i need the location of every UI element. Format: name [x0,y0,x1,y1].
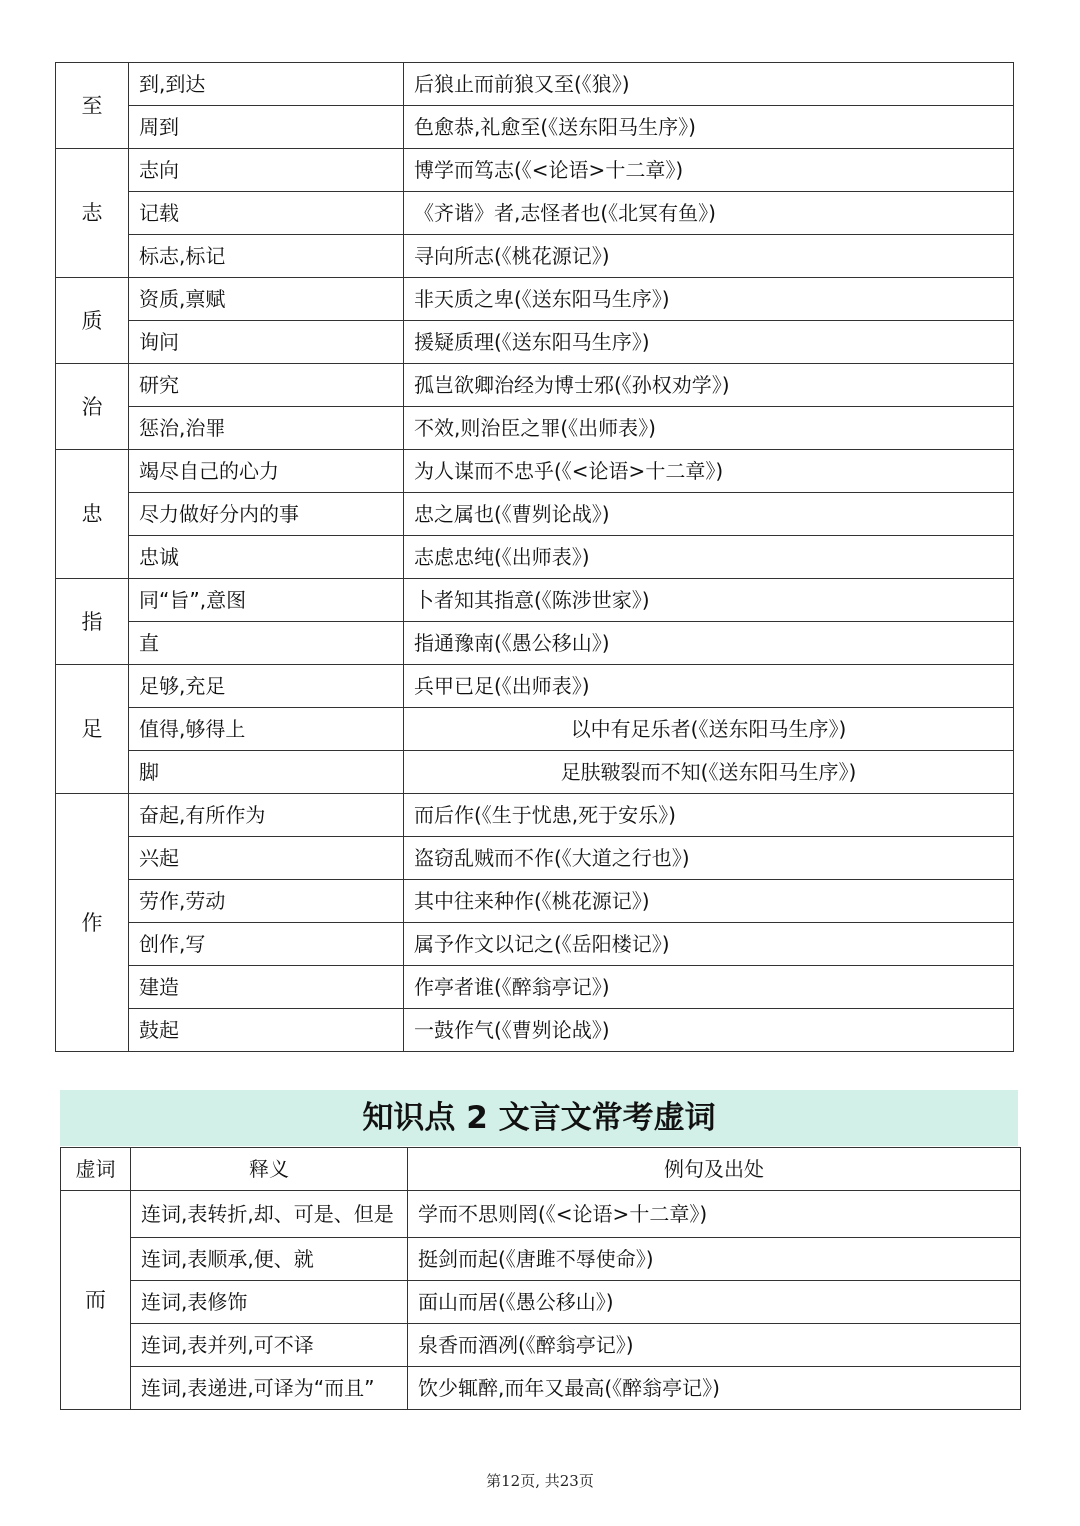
example-cell: 非天质之卑(《送东阳马生序》) [404,278,1014,321]
example-cell: 指通豫南(《愚公移山》) [404,622,1014,665]
table-row [56,192,1014,235]
table-row [56,708,1014,751]
example-cell: 挺剑而起(《唐雎不辱使命》) [408,1238,1021,1281]
table-header-row [61,1148,1021,1191]
word-cell: 足 [56,665,129,794]
table-row [56,63,1014,106]
meaning-cell: 资质,禀赋 [129,278,404,321]
table-row [56,966,1014,1009]
word-cell: 作 [56,794,129,1052]
table-row [56,321,1014,364]
table-row [56,407,1014,450]
meaning-cell: 兴起 [129,837,404,880]
meaning-cell: 连词,表转折,却、可是、但是 [131,1191,408,1238]
word-cell: 而 [61,1191,131,1410]
table-row [56,149,1014,192]
example-cell: 援疑质理(《送东阳马生序》) [404,321,1014,364]
example-cell: 兵甲已足(《出师表》) [404,665,1014,708]
table-row [61,1324,1021,1367]
meaning-cell: 惩治,治罪 [129,407,404,450]
table-row [56,880,1014,923]
meaning-cell: 到,到达 [129,63,404,106]
header-word: 虚词 [61,1148,131,1191]
example-cell: 后狼止而前狼又至(《狼》) [404,63,1014,106]
meaning-cell: 直 [129,622,404,665]
header-example: 例句及出处 [408,1148,1021,1191]
table-row [56,622,1014,665]
word-cell: 忠 [56,450,129,579]
example-cell: 以中有足乐者(《送东阳马生序》) [404,708,1014,751]
example-cell: 属予作文以记之(《岳阳楼记》) [404,923,1014,966]
table-row [61,1367,1021,1410]
example-cell: 足肤皲裂而不知(《送东阳马生序》) [404,751,1014,794]
example-cell: 《齐谐》者,志怪者也(《北冥有鱼》) [404,192,1014,235]
table-row [56,794,1014,837]
example-cell: 作亭者谁(《醉翁亭记》) [404,966,1014,1009]
example-cell: 志虑忠纯(《出师表》) [404,536,1014,579]
example-cell: 面山而居(《愚公移山》) [408,1281,1021,1324]
word-cell: 志 [56,149,129,278]
meaning-cell: 奋起,有所作为 [129,794,404,837]
table-row [56,278,1014,321]
section-title: 知识点 2 文言文常考虚词 [60,1090,1018,1146]
meaning-cell: 竭尽自己的心力 [129,450,404,493]
example-cell: 盗窃乱贼而不作(《大道之行也》) [404,837,1014,880]
word-cell: 至 [56,63,129,149]
table-row [56,1009,1014,1052]
meaning-cell: 连词,表递进,可译为“而且” [131,1367,408,1410]
example-cell: 为人谋而不忠乎(《<论语>十二章》) [404,450,1014,493]
example-cell: 孤岂欲卿治经为博士邪(《孙权劝学》) [404,364,1014,407]
table-row [61,1238,1021,1281]
meaning-cell: 尽力做好分内的事 [129,493,404,536]
meaning-cell: 连词,表顺承,便、就 [131,1238,408,1281]
meaning-cell: 志向 [129,149,404,192]
word-cell: 指 [56,579,129,665]
table-row [56,751,1014,794]
example-cell: 忠之属也(《曹刿论战》) [404,493,1014,536]
example-cell: 饮少辄醉,而年又最高(《醉翁亭记》) [408,1367,1021,1410]
example-cell: 一鼓作气(《曹刿论战》) [404,1009,1014,1052]
table-row [61,1281,1021,1324]
table-row [56,235,1014,278]
example-cell: 其中往来种作(《桃花源记》) [404,880,1014,923]
word-cell: 质 [56,278,129,364]
meaning-cell: 足够,充足 [129,665,404,708]
meaning-cell: 周到 [129,106,404,149]
meaning-cell: 忠诚 [129,536,404,579]
meaning-cell: 创作,写 [129,923,404,966]
example-cell: 寻向所志(《桃花源记》) [404,235,1014,278]
page-number: 第12页, 共23页 [486,1472,594,1490]
meaning-cell: 询问 [129,321,404,364]
meaning-cell: 鼓起 [129,1009,404,1052]
table-row [56,579,1014,622]
table-row [56,837,1014,880]
meaning-cell: 连词,表并列,可不译 [131,1324,408,1367]
meaning-cell: 记载 [129,192,404,235]
vocabulary-table-shizi [55,62,1014,1052]
header-meaning: 释义 [131,1148,408,1191]
example-cell: 色愈恭,礼愈至(《送东阳马生序》) [404,106,1014,149]
meaning-cell: 同“旨”,意图 [129,579,404,622]
meaning-cell: 标志,标记 [129,235,404,278]
table-row [56,450,1014,493]
example-cell: 而后作(《生于忧患,死于安乐》) [404,794,1014,837]
example-cell: 学而不思则罔(《<论语>十二章》) [408,1191,1021,1238]
table-row [61,1191,1021,1238]
table-row [56,493,1014,536]
meaning-cell: 连词,表修饰 [131,1281,408,1324]
table-row [56,364,1014,407]
example-cell: 泉香而酒冽(《醉翁亭记》) [408,1324,1021,1367]
table-row [56,665,1014,708]
meaning-cell: 劳作,劳动 [129,880,404,923]
meaning-cell: 研究 [129,364,404,407]
meaning-cell: 建造 [129,966,404,1009]
table-row [56,536,1014,579]
meaning-cell: 脚 [129,751,404,794]
word-cell: 治 [56,364,129,450]
table-row [56,923,1014,966]
function-words-table [60,1147,1021,1410]
meaning-cell: 值得,够得上 [129,708,404,751]
example-cell: 博学而笃志(《<论语>十二章》) [404,149,1014,192]
example-cell: 卜者知其指意(《陈涉世家》) [404,579,1014,622]
example-cell: 不效,则治臣之罪(《出师表》) [404,407,1014,450]
table-row [56,106,1014,149]
